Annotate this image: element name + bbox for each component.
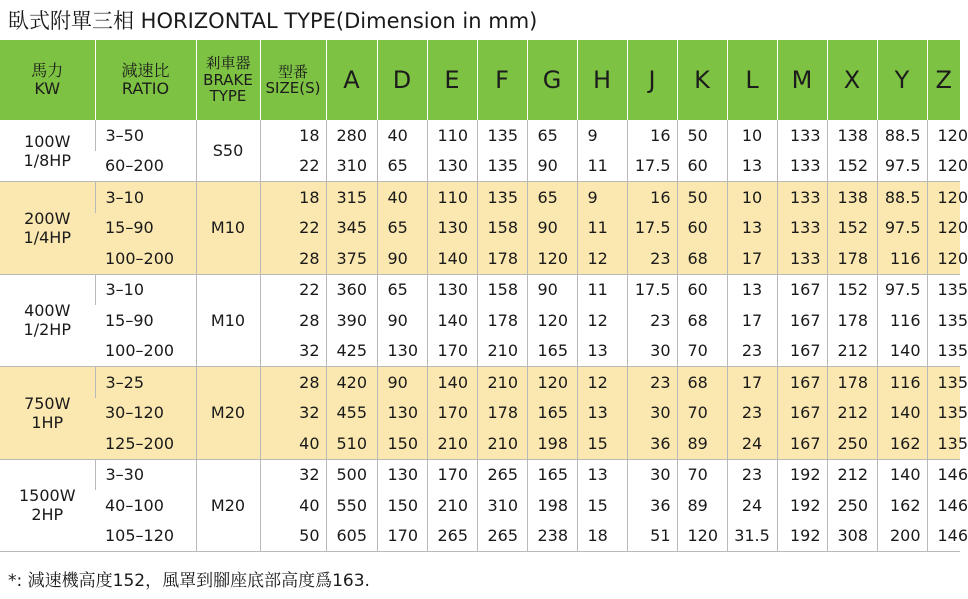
- cell-dim-y: 200: [877, 521, 927, 552]
- cell-dim-k: 60: [677, 151, 727, 182]
- cell-dim-f: 210: [477, 336, 527, 367]
- cell-dim-m: 167: [777, 305, 827, 336]
- cell-size: 18: [260, 182, 326, 213]
- table-row: [0, 305, 960, 336]
- cell-dim-x: 250: [827, 428, 877, 459]
- header-hp-en: KW: [34, 79, 61, 98]
- cell-dim-j: 23: [627, 367, 677, 398]
- cell-dim-j: 30: [627, 336, 677, 367]
- cell-dim-g: 120: [527, 367, 577, 398]
- horsepower-line: 2HP: [31, 505, 64, 525]
- cell-dim-k: 120: [677, 521, 727, 552]
- table-row: [0, 151, 960, 182]
- horsepower-line: 200W: [24, 208, 71, 228]
- cell-dim-x: 152: [827, 213, 877, 244]
- header-brake-en: BRAKE: [203, 70, 253, 89]
- cell-dim-e: 110: [427, 182, 477, 213]
- cell-dim-m: 167: [777, 336, 827, 367]
- cell-dim-j: 23: [627, 243, 677, 274]
- cell-dim-j: 16: [627, 182, 677, 213]
- cell-dim-j: 16: [627, 120, 677, 151]
- header-ratio-en: RATIO: [121, 79, 170, 98]
- cell-dim-h: 9: [577, 182, 627, 213]
- cell-dim-d: 130: [377, 336, 427, 367]
- header-row: [0, 40, 960, 120]
- header-hp-zh: 馬力: [31, 61, 64, 81]
- cell-dim-k: 70: [677, 336, 727, 367]
- cell-dim-g: 120: [527, 305, 577, 336]
- cell-dim-f: 178: [477, 305, 527, 336]
- cell-dim-j: 17.5: [627, 151, 677, 182]
- cell-ratio: 3–10: [95, 182, 196, 213]
- cell-dim-x: 152: [827, 274, 877, 305]
- cell-dim-a: 310: [326, 151, 377, 182]
- cell-dim-d: 130: [377, 459, 427, 490]
- cell-dim-k: 50: [677, 120, 727, 151]
- cell-dim-f: 135: [477, 151, 527, 182]
- cell-dim-h: 12: [577, 367, 627, 398]
- cell-dim-y: 140: [877, 336, 927, 367]
- cell-dim-h: 9: [577, 120, 627, 151]
- cell-dim-f: 210: [477, 367, 527, 398]
- cell-dim-d: 150: [377, 428, 427, 459]
- cell-dim-h: 11: [577, 274, 627, 305]
- cell-dim-a: 500: [326, 459, 377, 490]
- header-dim-g: G: [527, 40, 577, 120]
- cell-ratio: 15–90: [105, 310, 154, 330]
- cell-dim-f: 178: [477, 398, 527, 429]
- cell-dim-m: 133: [777, 120, 827, 151]
- cell-dim-g: 165: [527, 398, 577, 429]
- cell-dim-f: 210: [477, 428, 527, 459]
- cell-dim-h: 18: [577, 521, 627, 552]
- cell-dim-x: 178: [827, 367, 877, 398]
- cell-dim-e: 210: [427, 428, 477, 459]
- cell-brake-type: S50: [196, 120, 260, 182]
- cell-dim-z: 120: [927, 213, 960, 244]
- cell-dim-e: 170: [427, 336, 477, 367]
- cell-dim-h: 11: [577, 151, 627, 182]
- cell-size: 22: [260, 213, 326, 244]
- cell-dim-a: 550: [326, 490, 377, 521]
- cell-dim-z: 135: [927, 336, 960, 367]
- cell-dim-d: 65: [377, 274, 427, 305]
- cell-dim-m: 167: [777, 274, 827, 305]
- cell-dim-d: 170: [377, 521, 427, 552]
- cell-dim-x: 138: [827, 120, 877, 151]
- dimension-table: [0, 40, 968, 552]
- cell-dim-a: 345: [326, 213, 377, 244]
- header-ratio: [95, 40, 196, 120]
- cell-dim-a: 455: [326, 398, 377, 429]
- header-size-zh: 型番: [277, 62, 308, 81]
- cell-dim-j: 36: [627, 428, 677, 459]
- cell-horsepower: [0, 182, 95, 275]
- cell-dim-z: 120: [927, 243, 960, 274]
- cell-dim-j: 36: [627, 490, 677, 521]
- cell-dim-e: 170: [427, 459, 477, 490]
- cell-dim-z: 135: [927, 367, 960, 398]
- cell-dim-y: 116: [877, 305, 927, 336]
- cell-ratio: 100–200: [95, 336, 196, 367]
- cell-dim-l: 17: [727, 243, 777, 274]
- cell-size: 40: [260, 428, 326, 459]
- cell-dim-a: 360: [326, 274, 377, 305]
- horsepower-line: 1HP: [31, 412, 64, 432]
- cell-dim-k: 89: [677, 428, 727, 459]
- cell-size: 40: [260, 490, 326, 521]
- cell-dim-d: 40: [377, 182, 427, 213]
- cell-ratio: 15–90: [95, 213, 196, 244]
- cell-dim-h: 13: [577, 398, 627, 429]
- header-size-en: SIZE(S): [265, 79, 321, 97]
- cell-dim-f: 310: [477, 490, 527, 521]
- cell-dim-j: 51: [627, 521, 677, 552]
- cell-dim-z: 135: [927, 305, 960, 336]
- cell-size: 22: [260, 274, 326, 305]
- cell-dim-l: 17: [727, 305, 777, 336]
- cell-dim-z: 135: [927, 274, 960, 305]
- cell-dim-y: 140: [877, 459, 927, 490]
- cell-dim-l: 23: [727, 398, 777, 429]
- table-row: [0, 336, 960, 367]
- cell-dim-l: 10: [727, 120, 777, 151]
- cell-dim-k: 68: [677, 243, 727, 274]
- cell-dim-e: 265: [427, 521, 477, 552]
- cell-dim-d: 65: [377, 213, 427, 244]
- cell-dim-x: 178: [827, 305, 877, 336]
- horsepower-line: 1/8HP: [23, 150, 71, 170]
- cell-dim-e: 170: [427, 398, 477, 429]
- horsepower-line: 1500W: [18, 486, 76, 506]
- cell-dim-g: 90: [527, 151, 577, 182]
- cell-dim-j: 17.5: [627, 213, 677, 244]
- cell-dim-a: 390: [326, 305, 377, 336]
- cell-dim-y: 162: [877, 428, 927, 459]
- cell-brake-type: M10: [196, 274, 260, 367]
- cell-dim-e: 130: [427, 151, 477, 182]
- cell-dim-h: 13: [577, 459, 627, 490]
- cell-dim-f: 265: [477, 521, 527, 552]
- table-row: [0, 243, 960, 274]
- cell-dim-k: 68: [677, 367, 727, 398]
- cell-dim-l: 13: [727, 151, 777, 182]
- cell-dim-g: 238: [527, 521, 577, 552]
- cell-dim-f: 135: [477, 120, 527, 151]
- cell-dim-y: 116: [877, 367, 927, 398]
- cell-dim-a: 315: [326, 182, 377, 213]
- header-size: [260, 40, 326, 120]
- header-dim-k: K: [677, 40, 727, 120]
- horsepower-line: 1/4HP: [23, 227, 71, 247]
- cell-dim-x: 212: [827, 459, 877, 490]
- cell-dim-m: 133: [777, 182, 827, 213]
- cell-dim-m: 133: [777, 213, 827, 244]
- cell-dim-f: 158: [477, 213, 527, 244]
- cell-dim-l: 23: [727, 336, 777, 367]
- cell-dim-e: 140: [427, 243, 477, 274]
- cell-brake-type: M20: [196, 367, 260, 460]
- cell-size: 32: [260, 459, 326, 490]
- cell-dim-k: 70: [677, 459, 727, 490]
- cell-size: 32: [260, 336, 326, 367]
- cell-dim-d: 90: [377, 367, 427, 398]
- cell-dim-x: 152: [827, 151, 877, 182]
- cell-dim-g: 165: [527, 336, 577, 367]
- cell-dim-k: 60: [677, 213, 727, 244]
- cell-dim-j: 30: [627, 459, 677, 490]
- horsepower-line: 100W: [24, 131, 71, 151]
- cell-dim-h: 11: [577, 213, 627, 244]
- table-row: [0, 213, 960, 244]
- cell-dim-z: 120: [927, 120, 960, 151]
- cell-horsepower: [0, 120, 95, 182]
- cell-dim-y: 97.5: [877, 151, 927, 182]
- header-dim-l: L: [727, 40, 777, 120]
- cell-dim-j: 17.5: [627, 274, 677, 305]
- cell-dim-g: 65: [527, 182, 577, 213]
- cell-dim-l: 13: [727, 213, 777, 244]
- cell-dim-z: 120: [927, 151, 960, 182]
- cell-size: 28: [260, 367, 326, 398]
- cell-horsepower: [0, 459, 95, 552]
- cell-dim-k: 89: [677, 490, 727, 521]
- header-dim-d: D: [377, 40, 427, 120]
- cell-dim-g: 90: [527, 274, 577, 305]
- header-dim-j: J: [627, 40, 677, 120]
- header-dim-z: Z: [927, 40, 960, 120]
- page-title: 臥式附單三相 HORIZONTAL TYPE(Dimension in mm): [8, 9, 538, 33]
- cell-dim-z: 120: [927, 182, 960, 213]
- cell-dim-d: 90: [377, 243, 427, 274]
- header-dim-f: F: [477, 40, 527, 120]
- cell-dim-d: 90: [377, 305, 427, 336]
- cell-brake-type: M10: [196, 182, 260, 275]
- cell-dim-y: 97.5: [877, 213, 927, 244]
- table-row: [0, 274, 960, 305]
- table-row: [0, 120, 960, 151]
- cell-dim-m: 192: [777, 521, 827, 552]
- cell-dim-y: 88.5: [877, 182, 927, 213]
- cell-dim-k: 70: [677, 398, 727, 429]
- cell-dim-k: 68: [677, 305, 727, 336]
- cell-ratio: 60–200: [95, 151, 196, 182]
- cell-horsepower: [0, 367, 95, 460]
- table-row: [0, 490, 960, 521]
- cell-dim-e: 130: [427, 274, 477, 305]
- table-row: [0, 367, 960, 398]
- cell-dim-z: 146: [927, 459, 960, 490]
- cell-dim-f: 178: [477, 243, 527, 274]
- cell-dim-h: 12: [577, 305, 627, 336]
- cell-dim-x: 250: [827, 490, 877, 521]
- cell-dim-l: 24: [727, 428, 777, 459]
- cell-dim-f: 265: [477, 459, 527, 490]
- header-dim-e: E: [427, 40, 477, 120]
- cell-dim-a: 420: [326, 367, 377, 398]
- cell-dim-y: 88.5: [877, 120, 927, 151]
- cell-dim-y: 162: [877, 490, 927, 521]
- cell-ratio: 3–10: [95, 274, 196, 305]
- table-row: [0, 459, 960, 490]
- header-brake: [196, 40, 260, 120]
- cell-dim-y: 140: [877, 398, 927, 429]
- cell-size: 28: [260, 305, 326, 336]
- cell-dim-f: 158: [477, 274, 527, 305]
- cell-dim-h: 13: [577, 336, 627, 367]
- cell-size: 28: [260, 243, 326, 274]
- cell-dim-e: 130: [427, 213, 477, 244]
- cell-dim-h: 15: [577, 490, 627, 521]
- cell-dim-x: 178: [827, 243, 877, 274]
- cell-dim-e: 110: [427, 120, 477, 151]
- cell-dim-g: 120: [527, 243, 577, 274]
- cell-dim-z: 146: [927, 490, 960, 521]
- cell-ratio: 30–120: [95, 398, 196, 429]
- cell-brake-type: M20: [196, 459, 260, 552]
- cell-dim-d: 40: [377, 120, 427, 151]
- footnote: *: 減速機高度152，風罩到腳座底部高度爲163.: [8, 571, 370, 591]
- cell-dim-e: 140: [427, 305, 477, 336]
- header-brake-type: TYPE: [209, 87, 247, 106]
- cell-ratio: 3–30: [95, 459, 196, 490]
- table-row: [0, 521, 960, 552]
- cell-size: 22: [260, 151, 326, 182]
- cell-dim-l: 13: [727, 274, 777, 305]
- header-dim-a: A: [326, 40, 377, 120]
- horsepower-line: 750W: [24, 393, 71, 413]
- cell-ratio: 125–200: [95, 428, 196, 459]
- cell-dim-m: 167: [777, 367, 827, 398]
- cell-dim-m: 133: [777, 243, 827, 274]
- cell-size: 50: [260, 521, 326, 552]
- cell-size: 18: [260, 120, 326, 151]
- cell-ratio: 3–25: [95, 367, 196, 398]
- cell-dim-a: 425: [326, 336, 377, 367]
- cell-dim-d: 65: [377, 151, 427, 182]
- cell-dim-m: 192: [777, 459, 827, 490]
- table-row: [0, 398, 960, 429]
- cell-dim-x: 308: [827, 521, 877, 552]
- cell-size: 32: [260, 398, 326, 429]
- table-row: [0, 182, 960, 213]
- cell-dim-l: 24: [727, 490, 777, 521]
- cell-dim-d: 130: [377, 398, 427, 429]
- header-dim-x: X: [827, 40, 877, 120]
- cell-dim-l: 31.5: [727, 521, 777, 552]
- cell-dim-y: 97.5: [877, 274, 927, 305]
- cell-dim-d: 150: [377, 490, 427, 521]
- header-brake-zh: 剎車器: [205, 54, 251, 73]
- cell-ratio: 40–100: [105, 495, 164, 515]
- cell-dim-m: 167: [777, 428, 827, 459]
- table-body: [0, 120, 968, 552]
- header-dim-m: M: [777, 40, 827, 120]
- cell-dim-f: 135: [477, 182, 527, 213]
- cell-dim-g: 165: [527, 459, 577, 490]
- cell-dim-z: 135: [927, 398, 960, 429]
- horsepower-line: 1/2HP: [23, 320, 71, 340]
- cell-ratio: 100–200: [95, 243, 196, 274]
- header-dim-h: H: [577, 40, 627, 120]
- cell-dim-k: 60: [677, 274, 727, 305]
- cell-horsepower: [0, 274, 95, 367]
- cell-dim-a: 375: [326, 243, 377, 274]
- cell-dim-e: 140: [427, 367, 477, 398]
- cell-dim-j: 23: [627, 305, 677, 336]
- cell-dim-z: 146: [927, 521, 960, 552]
- cell-dim-m: 192: [777, 490, 827, 521]
- cell-dim-e: 210: [427, 490, 477, 521]
- cell-dim-g: 65: [527, 120, 577, 151]
- cell-dim-g: 198: [527, 490, 577, 521]
- cell-dim-y: 116: [877, 243, 927, 274]
- cell-dim-x: 212: [827, 336, 877, 367]
- cell-ratio: 105–120: [95, 521, 196, 552]
- header-hp: [0, 40, 95, 120]
- cell-dim-a: 605: [326, 521, 377, 552]
- cell-dim-x: 212: [827, 398, 877, 429]
- header-dim-y: Y: [877, 40, 927, 120]
- cell-dim-a: 280: [326, 120, 377, 151]
- table-row: [0, 428, 960, 459]
- header-ratio-zh: 減速比: [121, 61, 170, 81]
- cell-dim-h: 12: [577, 243, 627, 274]
- cell-dim-x: 138: [827, 182, 877, 213]
- cell-dim-g: 198: [527, 428, 577, 459]
- cell-dim-h: 15: [577, 428, 627, 459]
- cell-dim-k: 50: [677, 182, 727, 213]
- cell-ratio: 3–50: [95, 120, 196, 151]
- cell-dim-l: 17: [727, 367, 777, 398]
- cell-dim-g: 90: [527, 213, 577, 244]
- cell-dim-m: 133: [777, 151, 827, 182]
- horsepower-line: 400W: [24, 301, 71, 321]
- cell-dim-l: 10: [727, 182, 777, 213]
- cell-dim-a: 510: [326, 428, 377, 459]
- cell-dim-z: 135: [927, 428, 960, 459]
- cell-dim-l: 23: [727, 459, 777, 490]
- cell-dim-m: 167: [777, 398, 827, 429]
- cell-dim-j: 30: [627, 398, 677, 429]
